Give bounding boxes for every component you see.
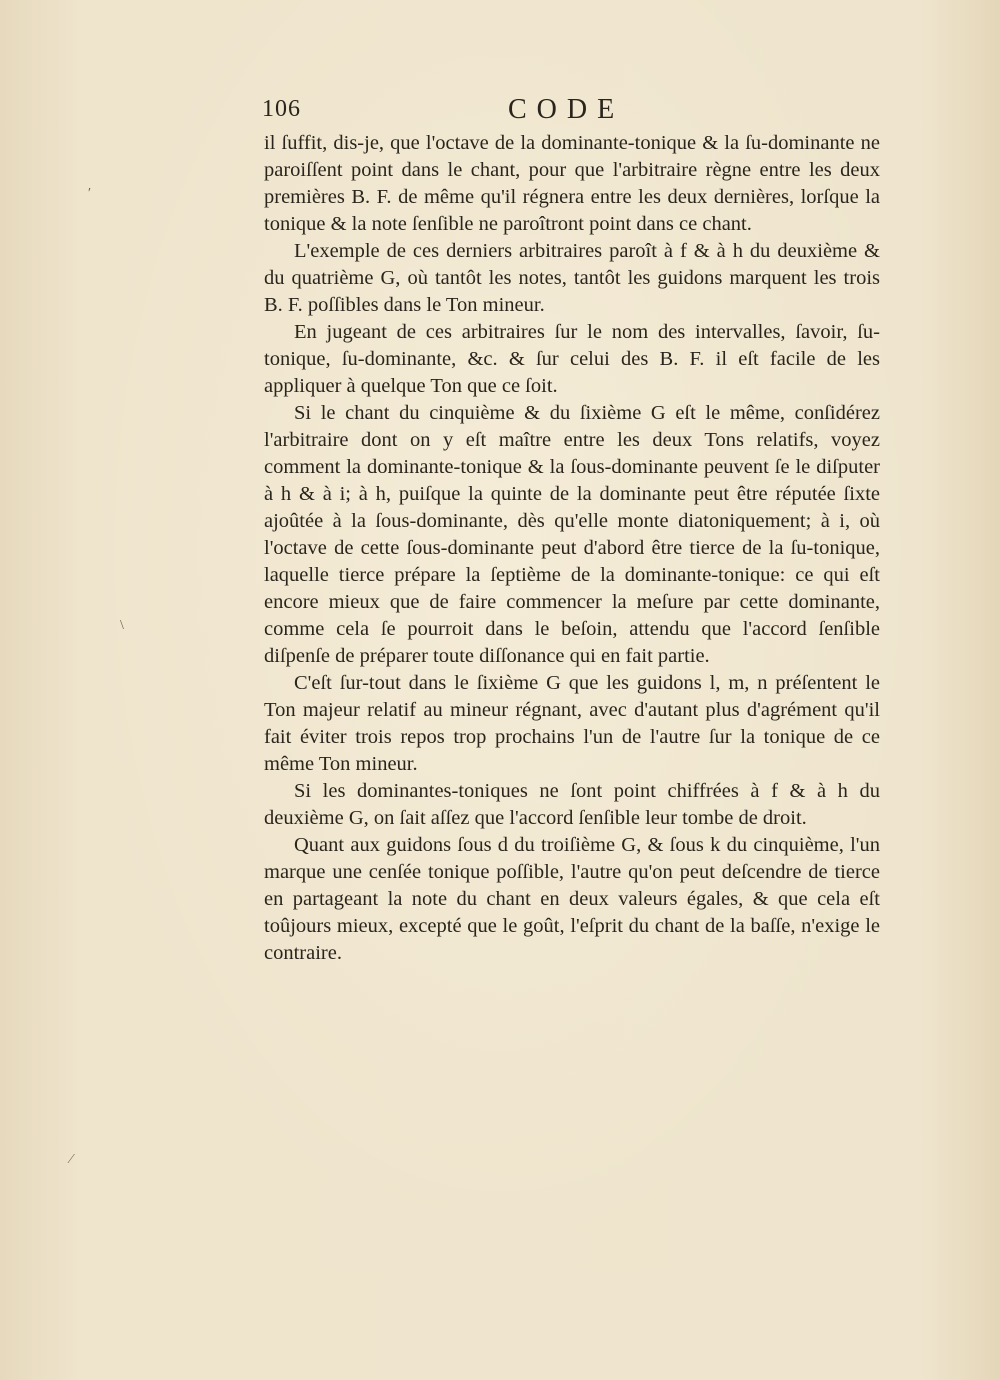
body-text xyxy=(264,130,880,967)
margin-mark: ⁄ xyxy=(70,1152,73,1167)
margin-mark: \ xyxy=(120,618,124,633)
paragraph: Si le chant du cinquième & du ſixième G eſt le même, conſidérez l'arbitraire dont on y eſt maître entre les deux Tons relatifs, voyez comment la dominante-tonique & la ſous-dominante peuvent ſe le diſputer à h & à i; à h, puiſque la quinte de la dominante peut être réputée ſixte ajoûtée à la ſous-dominante, dès qu'elle monte diatoniquement; à i, où l'octave de cette ſous-dominante peut d'abord être tierce de la ſu-tonique, laquelle tierce prépare la ſeptième de la dominante-tonique: ce qui eſt encore mieux que de faire commencer la meſure par cette dominante, comme cela ſe pourroit dans le beſoin, attendu que l'accord ſenſible diſpenſe de préparer toute diſſonance qui en fait partie. xyxy=(264,402,880,667)
paragraph: C'eſt ſur-tout dans le ſixième G que les guidons l, m, n préſentent le Ton majeur relatif au mineur régnant, avec d'autant plus d'agrément qu'il fait éviter trois repos trop prochains l'un de l'autre ſur la tonique de ce même Ton mineur. xyxy=(264,672,880,775)
paragraph: il ſuffit, dis-je, que l'octave de la dominante-tonique & la ſu-dominante ne paroiſſent point dans le chant, pour que l'arbitraire règne entre les deux premières B. F. de même qu'il régnera entre les deux dernières, lorſque la tonique & la note ſenſible ne paroîtront point dans ce chant. xyxy=(264,132,880,235)
page-number: 106 xyxy=(262,96,301,122)
paragraph: Quant aux guidons ſous d du troiſième G, & ſous k du cinquième, l'un marque une cenſée tonique poſſible, l'autre qu'on peut deſcendre de tierce en partageant la note du chant en deux valeurs égales, & que cela eſt toûjours mieux, excepté que le goût, l'eſprit du chant de la baſſe, n'exige le contraire. xyxy=(264,834,880,964)
paragraph: L'exemple de ces derniers arbitraires paroît à f & à h du deuxième & du quatrième G, où tantôt les notes, tantôt les guidons marquent les trois B. F. poſſibles dans le Ton mineur. xyxy=(264,240,880,316)
margin-mark: ′ xyxy=(88,186,92,201)
paragraph: Si les dominantes-toniques ne ſont point chiffrées à f & à h du deuxième G, on ſait aſſez que l'accord ſenſible leur tombe de droit. xyxy=(264,780,880,829)
running-title: CODE xyxy=(508,94,625,125)
page-header xyxy=(262,96,882,128)
paragraph: En jugeant de ces arbitraires ſur le nom des intervalles, ſavoir, ſu-tonique, ſu-dominante, &c. & ſur celui des B. F. il eſt facile de les appliquer à quelque Ton que ce ſoit. xyxy=(264,321,880,397)
